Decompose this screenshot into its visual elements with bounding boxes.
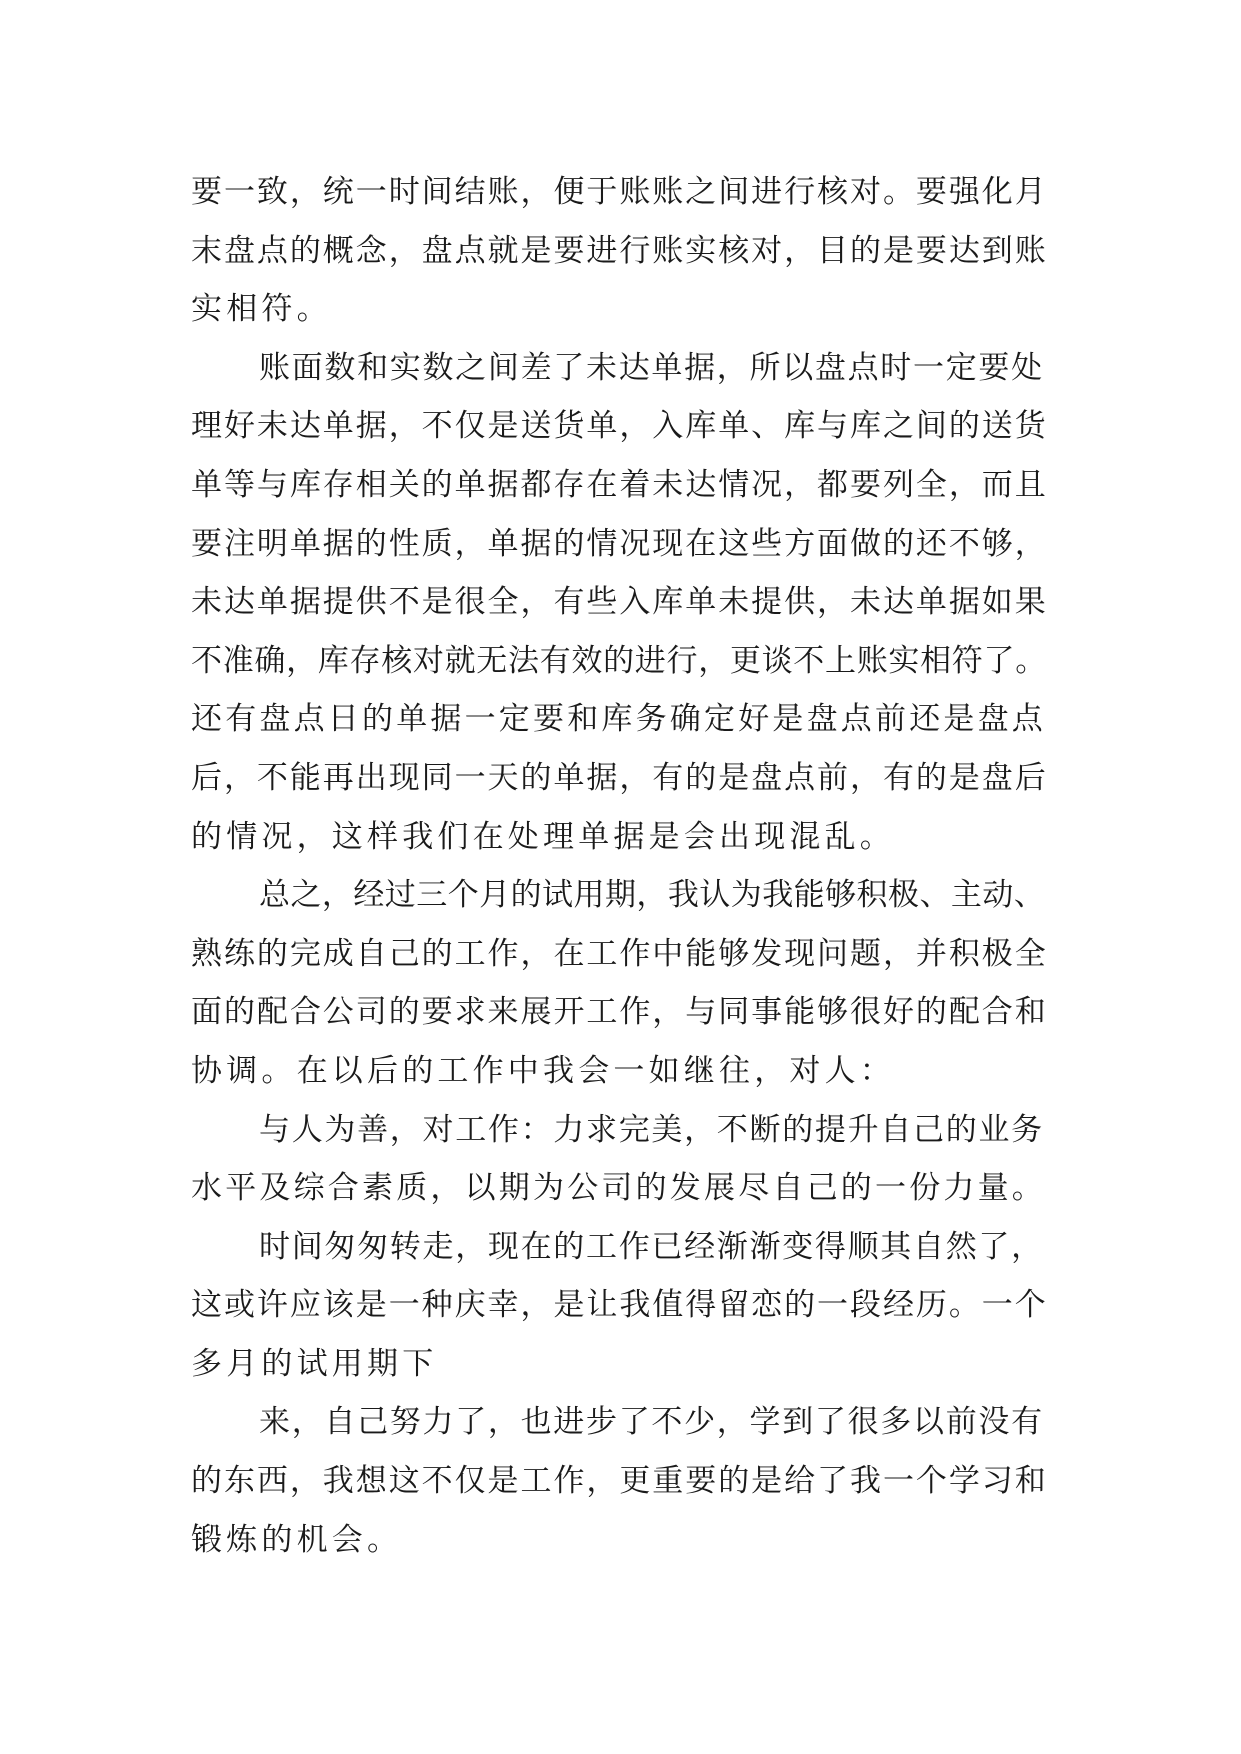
text-line: 实相符。 — [191, 291, 332, 328]
text-line: 理好未达单据，不仅是送货单，入库单、库与库之间的送货 — [191, 408, 1048, 445]
paragraph-first-line: 与人为善，对工作：力求完美，不断的提升自己的业务 — [259, 1111, 1044, 1148]
body-text — [191, 163, 1049, 1569]
text-line: 还有盘点日的单据一定要和库务确定好是盘点前还是盘点 — [191, 701, 1046, 738]
text-line: 未达单据提供不是很全，有些入库单未提供，未达单据如果 — [191, 584, 1048, 621]
text-line: 面的配合公司的要求来展开工作，与同事能够很好的配合和 — [191, 994, 1048, 1031]
text-line: 后，不能再出现同一天的单据，有的是盘点前，有的是盘后 — [191, 759, 1048, 796]
paragraph-first-line: 来，自己努力了，也进步了不少，学到了很多以前没有 — [259, 1404, 1044, 1441]
text-line: 协调。在以后的工作中我会一如继往，对人： — [191, 1052, 895, 1089]
text-line: 单等与库存相关的单据都存在着未达情况，都要列全，而且 — [191, 466, 1048, 503]
paragraph-first-line: 总之，经过三个月的试用期，我认为我能够积极、主动、 — [259, 877, 1046, 914]
text-line: 这或许应该是一种庆幸，是让我值得留恋的一段经历。一个 — [191, 1287, 1048, 1324]
text-line: 不准确，库存核对就无法有效的进行，更谈不上账实相符了。 — [191, 642, 1047, 679]
text-line: 的情况，这样我们在处理单据是会出现混乱。 — [191, 818, 895, 855]
text-line: 水平及综合素质，以期为公司的发展尽自己的一份力量。 — [191, 1170, 1046, 1207]
text-line: 多月的试用期下 — [191, 1345, 438, 1382]
text-line: 锻炼的机会。 — [191, 1521, 403, 1558]
text-line: 熟练的完成自己的工作，在工作中能够发现问题，并积极全 — [191, 935, 1048, 972]
paragraph-first-line: 账面数和实数之间差了未达单据，所以盘点时一定要处 — [259, 349, 1044, 386]
text-line: 要注明单据的性质，单据的情况现在这些方面做的还不够， — [191, 525, 1048, 562]
text-line: 的东西，我想这不仅是工作，更重要的是给了我一个学习和 — [191, 1463, 1048, 1500]
text-line: 要一致，统一时间结账，便于账账之间进行核对。要强化月 — [191, 174, 1048, 210]
paragraph-first-line: 时间匆匆转走，现在的工作已经渐渐变得顺其自然了， — [259, 1228, 1044, 1265]
text-line: 末盘点的概念，盘点就是要进行账实核对，目的是要达到账 — [191, 232, 1048, 269]
